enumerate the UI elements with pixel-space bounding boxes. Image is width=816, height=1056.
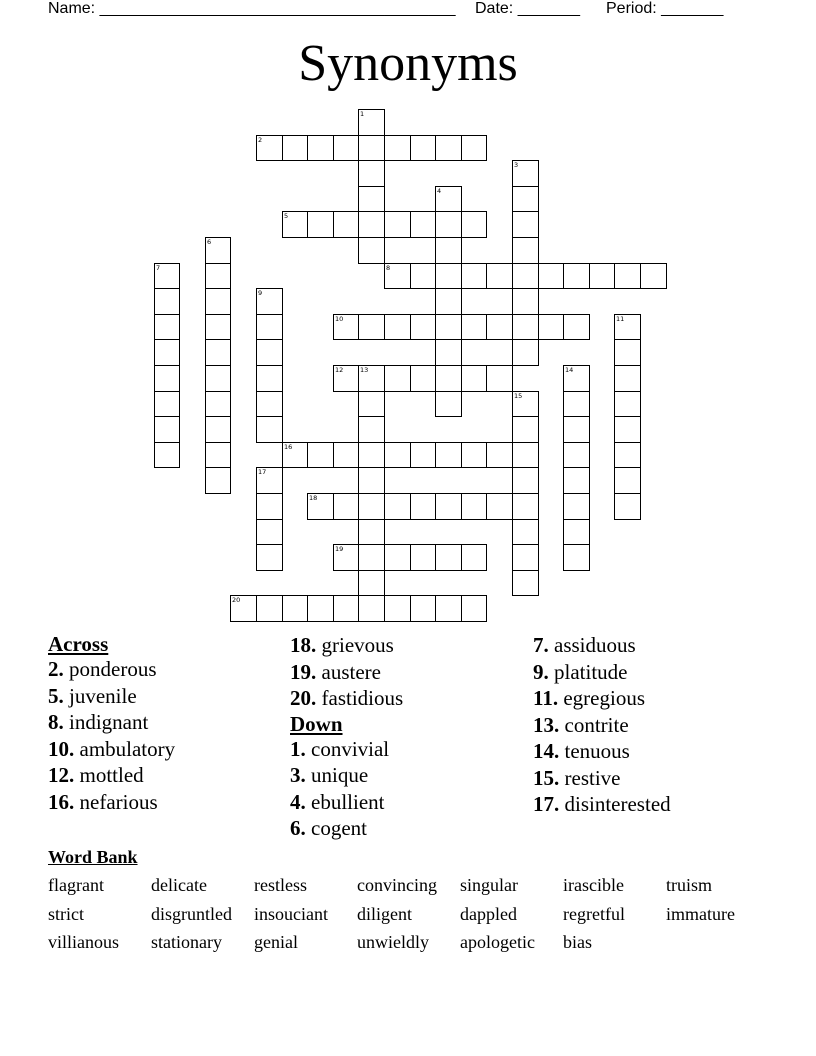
word-bank-item: immature — [666, 904, 735, 924]
across-clue — [48, 709, 278, 736]
clue-number: 13 — [360, 366, 369, 374]
clue-index: 9. — [533, 659, 549, 684]
clue-text: convivial — [305, 736, 390, 761]
crossword-cell[interactable] — [154, 339, 180, 366]
clue-number: 5 — [284, 212, 289, 220]
crossword-cell[interactable] — [358, 595, 385, 622]
crossword-cell[interactable] — [358, 467, 385, 494]
clue-number: 20 — [232, 596, 241, 604]
crossword-cell[interactable] — [256, 519, 283, 545]
crossword-cell[interactable] — [333, 314, 359, 340]
crossword-cell[interactable] — [640, 263, 667, 289]
clue-index: 15. — [533, 765, 560, 790]
crossword-cell[interactable] — [358, 211, 385, 238]
crossword-cell[interactable] — [435, 544, 462, 571]
crossword-cell[interactable] — [256, 467, 283, 494]
crossword-cell[interactable] — [563, 467, 590, 494]
clue-text: egregious — [558, 686, 645, 710]
clue-index: 13. — [533, 712, 560, 737]
clue-text: cogent — [305, 816, 367, 840]
clue-text: disinterested — [559, 792, 671, 816]
clue-text: austere — [316, 659, 381, 684]
name-line: ________________________________________ — [99, 0, 456, 17]
across-clue — [290, 685, 520, 712]
clue-index: 14. — [533, 739, 560, 763]
crossword-cell[interactable] — [384, 365, 411, 392]
clue-text: unique — [305, 763, 369, 787]
crossword-cell[interactable] — [435, 365, 462, 392]
clue-text: tenuous — [559, 739, 630, 763]
crossword-cell[interactable] — [486, 314, 513, 340]
crossword-cell[interactable] — [384, 595, 411, 622]
period-label: Period: — [606, 0, 657, 17]
crossword-cell[interactable] — [154, 391, 180, 417]
crossword-cell[interactable] — [614, 442, 641, 468]
crossword-cell[interactable] — [384, 211, 411, 238]
crossword-cell[interactable] — [486, 263, 513, 289]
down-clue-list-continued — [533, 632, 793, 818]
date-label: Date: — [475, 0, 514, 17]
crossword-cell[interactable] — [435, 237, 462, 264]
clue-number: 11 — [616, 315, 625, 323]
crossword-cell[interactable] — [230, 595, 257, 622]
crossword-cell[interactable] — [358, 186, 385, 212]
clue-index: 5. — [48, 683, 64, 708]
crossword-cell[interactable] — [410, 135, 436, 161]
crossword-cell[interactable] — [589, 263, 615, 289]
crossword-cell[interactable] — [205, 365, 231, 392]
clue-index: 8. — [48, 710, 64, 734]
crossword-cell[interactable] — [512, 288, 539, 315]
page-title: Synonyms — [298, 35, 518, 92]
crossword-cell[interactable] — [461, 314, 487, 340]
clue-text: ebullient — [305, 789, 385, 814]
clue-text: mottled — [74, 763, 144, 787]
clue-number: 14 — [565, 366, 574, 374]
crossword-cell[interactable] — [486, 493, 513, 520]
crossword-cell[interactable] — [358, 570, 385, 596]
crossword-cell[interactable] — [256, 416, 283, 443]
clue-text: nefarious — [74, 789, 158, 814]
crossword-cell[interactable] — [384, 544, 411, 571]
across-clue — [290, 632, 520, 659]
crossword-cell[interactable] — [512, 237, 539, 264]
clue-number: 8 — [386, 264, 391, 272]
crossword-cell[interactable] — [614, 391, 641, 417]
crossword-cell[interactable] — [614, 339, 641, 366]
down-clue — [533, 685, 793, 712]
crossword-cell[interactable] — [512, 493, 539, 520]
crossword-cell[interactable] — [358, 237, 385, 264]
crossword-cell[interactable] — [512, 160, 539, 187]
crossword-cell[interactable] — [205, 288, 231, 315]
crossword-cell[interactable] — [563, 519, 590, 545]
clue-text: assiduous — [548, 633, 636, 657]
word-bank-item: flagrant — [48, 875, 104, 895]
crossword-cell[interactable] — [563, 314, 590, 340]
crossword-cell[interactable] — [435, 339, 462, 366]
crossword-cell[interactable] — [205, 442, 231, 468]
clue-number: 4 — [437, 187, 442, 195]
clue-number: 17 — [258, 468, 267, 476]
word-bank-item: irascible — [563, 875, 624, 895]
clue-text: grievous — [316, 633, 394, 657]
word-bank-item: regretful — [563, 904, 625, 924]
crossword-cell[interactable] — [307, 135, 334, 161]
crossword-cell[interactable] — [358, 391, 385, 417]
crossword-cell[interactable] — [358, 109, 385, 136]
crossword-cell[interactable] — [563, 263, 590, 289]
crossword-cell[interactable] — [512, 519, 539, 545]
crossword-cell[interactable] — [410, 595, 436, 622]
name-label: Name: — [48, 0, 96, 17]
clue-index: 2. — [48, 657, 64, 681]
crossword-cell[interactable] — [333, 365, 359, 392]
crossword-cell[interactable] — [410, 365, 436, 392]
crossword-cell[interactable] — [435, 135, 462, 161]
crossword-cell[interactable] — [282, 135, 308, 161]
crossword-cell[interactable] — [538, 314, 564, 340]
crossword-cell[interactable] — [256, 493, 283, 520]
across-clue — [48, 789, 278, 816]
crossword-cell[interactable] — [410, 493, 436, 520]
clue-index: 11. — [533, 686, 559, 710]
clue-text: indignant — [63, 710, 149, 734]
crossword-cell[interactable] — [512, 544, 539, 571]
crossword-cell[interactable] — [333, 544, 359, 571]
crossword-cell[interactable] — [410, 314, 436, 340]
crossword-cell[interactable] — [333, 135, 359, 161]
clue-number: 6 — [207, 238, 212, 246]
word-bank-item: bias — [563, 932, 592, 952]
clue-number: 1 — [360, 110, 365, 118]
clue-index: 18. — [290, 633, 317, 657]
crossword-cell[interactable] — [333, 493, 359, 520]
crossword-cell[interactable] — [205, 467, 231, 494]
down-clue — [290, 762, 520, 789]
down-clue — [533, 632, 793, 659]
crossword-cell[interactable] — [358, 442, 385, 468]
crossword-cell[interactable] — [461, 544, 487, 571]
crossword-cell[interactable] — [205, 263, 231, 289]
crossword-cell[interactable] — [435, 186, 462, 212]
crossword-cell[interactable] — [154, 314, 180, 340]
word-bank-item: disgruntled — [151, 904, 232, 924]
crossword-cell[interactable] — [154, 442, 180, 468]
crossword-cell[interactable] — [614, 365, 641, 392]
crossword-cell[interactable] — [435, 314, 462, 340]
crossword-cell[interactable] — [205, 237, 231, 264]
clues-column-2 — [290, 632, 520, 842]
crossword-cell[interactable] — [333, 442, 359, 468]
word-bank-item: truism — [666, 875, 713, 895]
crossword-cell[interactable] — [614, 467, 641, 494]
down-clue — [533, 738, 793, 765]
across-clue — [48, 656, 278, 683]
clue-number: 3 — [514, 161, 519, 169]
crossword-cell[interactable] — [563, 391, 590, 417]
crossword-cell[interactable] — [205, 416, 231, 443]
word-bank-item: convincing — [357, 875, 437, 895]
clue-text: fastidious — [316, 686, 404, 710]
clue-text: ponderous — [63, 657, 157, 681]
crossword-cell[interactable] — [256, 391, 283, 417]
crossword-cell[interactable] — [435, 391, 462, 417]
across-heading: Across — [48, 632, 109, 656]
crossword-cell[interactable] — [614, 314, 641, 340]
crossword-cell[interactable] — [614, 263, 641, 289]
crossword-cell[interactable] — [154, 416, 180, 443]
crossword-cell[interactable] — [256, 544, 283, 571]
crossword-cell[interactable] — [614, 493, 641, 520]
clue-number: 9 — [258, 289, 263, 297]
crossword-cell[interactable] — [461, 263, 487, 289]
crossword-cell[interactable] — [435, 211, 462, 238]
word-bank-item: genial — [254, 932, 298, 952]
clue-index: 12. — [48, 763, 75, 787]
down-clue — [533, 659, 793, 686]
crossword-cell[interactable] — [512, 467, 539, 494]
crossword-cell[interactable] — [461, 365, 487, 392]
word-bank-item: stationary — [151, 932, 222, 952]
crossword-cell[interactable] — [512, 339, 539, 366]
word-bank-item: restless — [254, 875, 307, 895]
clue-index: 4. — [290, 789, 306, 814]
crossword-cell[interactable] — [307, 211, 334, 238]
clue-text: juvenile — [63, 683, 137, 708]
clue-index: 10. — [48, 736, 75, 761]
clue-index: 17. — [533, 792, 560, 816]
word-bank-item: diligent — [357, 904, 412, 924]
across-clue — [48, 762, 278, 789]
crossword-cell[interactable] — [384, 493, 411, 520]
clue-number: 15 — [514, 392, 523, 400]
crossword-cell[interactable] — [563, 365, 590, 392]
crossword-cell[interactable] — [333, 211, 359, 238]
crossword-cell[interactable] — [461, 442, 487, 468]
clue-number: 18 — [309, 494, 318, 502]
crossword-cell[interactable] — [358, 135, 385, 161]
down-clue — [290, 815, 520, 842]
crossword-cell[interactable] — [435, 595, 462, 622]
crossword-cell[interactable] — [256, 339, 283, 366]
crossword-cell[interactable] — [333, 595, 359, 622]
crossword-cell[interactable] — [205, 314, 231, 340]
crossword-cell[interactable] — [538, 263, 564, 289]
crossword-cell[interactable] — [512, 186, 539, 212]
word-bank-item: unwieldly — [357, 932, 429, 952]
word-bank-item: singular — [460, 875, 518, 895]
clue-index: 20. — [290, 686, 317, 710]
crossword-cell[interactable] — [256, 288, 283, 315]
down-clue-list — [290, 736, 520, 842]
crossword-cell[interactable] — [563, 544, 590, 571]
clue-number: 10 — [335, 315, 344, 323]
clue-index: 19. — [290, 659, 317, 684]
crossword-cell[interactable] — [614, 416, 641, 443]
crossword-cell[interactable] — [512, 391, 539, 417]
crossword-cell[interactable] — [435, 442, 462, 468]
crossword-cell[interactable] — [461, 595, 487, 622]
crossword-cell[interactable] — [512, 263, 539, 289]
crossword-cell[interactable] — [154, 365, 180, 392]
word-bank-item: delicate — [151, 875, 207, 895]
crossword-cell[interactable] — [154, 288, 180, 315]
word-bank-item: insouciant — [254, 904, 328, 924]
crossword-cell[interactable] — [358, 544, 385, 571]
crossword-cell[interactable] — [307, 442, 334, 468]
down-clue — [533, 712, 793, 739]
clue-number: 16 — [284, 443, 293, 451]
date-line: _______ — [517, 0, 580, 17]
across-clue — [48, 683, 278, 710]
crossword-cell[interactable] — [256, 135, 283, 161]
crossword-cell[interactable] — [512, 211, 539, 238]
clue-number: 12 — [335, 366, 344, 374]
down-clue — [290, 736, 520, 763]
across-clue-list-continued — [290, 632, 520, 712]
crossword-cell[interactable] — [486, 365, 513, 392]
down-heading: Down — [290, 711, 343, 736]
word-bank-item: dappled — [460, 904, 517, 924]
period-line: _______ — [661, 0, 724, 17]
crossword-cell[interactable] — [358, 416, 385, 443]
clue-index: 7. — [533, 633, 549, 657]
crossword-cell[interactable] — [256, 314, 283, 340]
crossword-cell[interactable] — [512, 442, 539, 468]
crossword-cell[interactable] — [461, 135, 487, 161]
down-clue — [533, 765, 793, 792]
crossword-cell[interactable] — [486, 442, 513, 468]
crossword-cell[interactable] — [358, 519, 385, 545]
crossword-cell[interactable] — [256, 595, 283, 622]
crossword-cell[interactable] — [205, 339, 231, 366]
across-clue — [48, 736, 278, 763]
clue-number: 7 — [156, 264, 161, 272]
clue-number: 2 — [258, 136, 263, 144]
crossword-cell[interactable] — [512, 570, 539, 596]
crossword-cell[interactable] — [435, 493, 462, 520]
clue-text: platitude — [548, 659, 628, 684]
crossword-cell[interactable] — [282, 442, 308, 468]
crossword-cell[interactable] — [154, 263, 180, 289]
crossword-cell[interactable] — [410, 544, 436, 571]
word-bank-item: strict — [48, 904, 84, 924]
clue-index: 3. — [290, 763, 306, 787]
crossword-cell[interactable] — [410, 211, 436, 238]
crossword-cell[interactable] — [410, 263, 436, 289]
crossword-cell[interactable] — [384, 442, 411, 468]
crossword-cell[interactable] — [384, 263, 411, 289]
crossword-cell[interactable] — [358, 493, 385, 520]
clue-index: 6. — [290, 816, 306, 840]
crossword-cell[interactable] — [435, 263, 462, 289]
crossword-cell[interactable] — [461, 211, 487, 238]
across-clue-list — [48, 656, 278, 815]
clue-text: ambulatory — [74, 736, 176, 761]
word-bank-title: Word Bank — [48, 847, 138, 867]
crossword-cell[interactable] — [358, 160, 385, 187]
crossword-cell[interactable] — [563, 416, 590, 443]
down-clue — [533, 791, 793, 818]
clue-text: contrite — [559, 712, 629, 737]
clue-text: restive — [559, 765, 621, 790]
word-bank-item: apologetic — [460, 932, 535, 952]
crossword-cell[interactable] — [307, 595, 334, 622]
clue-index: 16. — [48, 789, 75, 814]
down-clue — [290, 789, 520, 816]
clue-number: 19 — [335, 545, 344, 553]
crossword-cell[interactable] — [282, 211, 308, 238]
crossword-cell[interactable] — [435, 288, 462, 315]
crossword-cell[interactable] — [282, 595, 308, 622]
crossword-cell[interactable] — [358, 314, 385, 340]
crossword-cell[interactable] — [512, 314, 539, 340]
crossword-cell[interactable] — [307, 493, 334, 520]
clue-index: 1. — [290, 736, 306, 761]
crossword-cell[interactable] — [461, 493, 487, 520]
crossword-cell[interactable] — [358, 365, 385, 392]
crossword-cell[interactable] — [512, 416, 539, 443]
across-clue — [290, 659, 520, 686]
clues-column-1 — [48, 632, 278, 815]
crossword-cell[interactable] — [410, 442, 436, 468]
crossword-cell[interactable] — [384, 314, 411, 340]
crossword-cell[interactable] — [384, 135, 411, 161]
crossword-cell[interactable] — [205, 391, 231, 417]
crossword-cell[interactable] — [563, 442, 590, 468]
word-bank-item: villianous — [48, 932, 119, 952]
clues-column-3 — [533, 632, 793, 818]
crossword-cell[interactable] — [256, 365, 283, 392]
crossword-cell[interactable] — [563, 493, 590, 520]
